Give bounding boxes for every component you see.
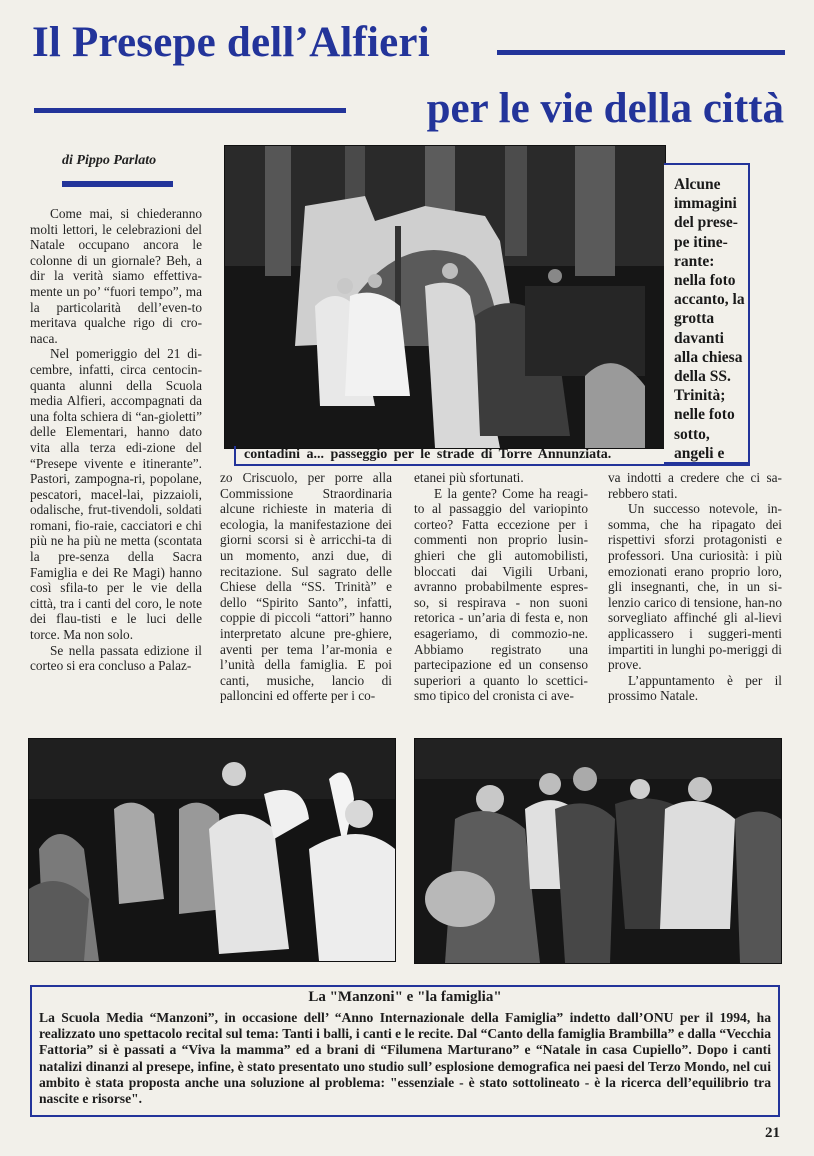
article-column-3 xyxy=(414,470,588,704)
paragraph: Come mai, si chiederanno molti lettori, le celebrazioni del Natale occupano ancora le colonne di un giornale? Beh, a dir la verità siamo effettiva-mente un po’ “fuori tempo”, ma la particolarità dell’even-to meritava qualche rigo di cro-naca. xyxy=(30,206,202,346)
paragraph: E la gente? Come ha reagi-to al passaggio del variopinto corteo? Fatta eccezione per i commenti non proprio lusin-ghieri che gli automobilisti, bloccati dai Vigili Urbani, avranno probabilmente espres-so, si respirava - non suoni retorica - un’aria di festa e, non esageriamo, di commozio-ne. Abbiamo registrato una partecipazione ed un consenso superiori a quanto lo scettici-smo tipico del cronista ci ave- xyxy=(414,485,588,704)
box-title: La "Manzoni" e "la famiglia" xyxy=(308,989,502,1005)
article-title-line-1: Il Presepe dell’Alfieri xyxy=(32,19,430,66)
paragraph: etanei più sfortunati. xyxy=(414,470,524,485)
byline-rule xyxy=(62,181,173,187)
side-photo-caption: Alcune immagini del prese-pe itine-rante: nella foto accanto, la grotta davanti alla chiesa della SS. Trinità; nelle foto sotto, angeli e xyxy=(664,163,750,464)
article-column-4 xyxy=(608,470,782,704)
title-rule-left xyxy=(34,108,346,113)
page-number: 21 xyxy=(765,1125,780,1141)
paragraph: va indotti a credere che ci sa-rebbero stati. xyxy=(608,470,782,501)
article-column-2 xyxy=(220,470,392,704)
paragraph: zo Criscuolo, per porre alla Commissione Straordinaria alcune richieste in materia di ecologia, la manifestazione dei giorni scorsi si è arricchi-ta di un momento, anzi due, di recitazione. Sul sagrato delle Chiese della “SS. Trinità” e dello “Spirito Santo”, infatti, coppie di piccoli “attori” hanno interpretato alcune pre-ghiere, aventi per tema l’ar-monia e l’unità della famiglia. E poi canti, musiche, lancio di palloncini ed offerte per i co- xyxy=(220,470,392,704)
article-title-line-2: per le vie della città xyxy=(426,85,784,132)
paragraph: Un successo notevole, in-somma, che ha ripagato dei rispettivi sforzi protagonisti e professori. Una curiosità: i più emozionati erano proprio loro, gli insegnanti, che, in un si-lenzio carico di tensione, han-no sorvegliato affinché gli al-lievi applicassero i suggeri-menti impartiti in lunghi po-meriggi di prove. xyxy=(608,501,782,673)
byline: di Pippo Parlato xyxy=(62,153,157,168)
manzoni-family-box xyxy=(30,985,780,1117)
box-text: La Scuola Media “Manzoni”, in occasione dell’ “Anno Internazionale della Famiglia” indetto dall’ONU per il 1994, ha realizzato uno spettacolo recital sul tema: Tanti i balli, i canti e le recite. Dal “Canto della famiglia Brambilla” e dalla “Vecchia Fattoria” si è passati a “Viva la mamma” ed a brani di “Filumena Marturano” e “Natale in casa Cupiello”. Dopo i canti natalizi dinanzi al presepe, infine, è stato presentato uno studio sull’ esplosione demografica nei paesi del Terzo Mondo, nel cui ambito è stata proposta anche una soluzione al problema: "essenziale - è stato sottolineato - è la ricerca dell’equilibrio tra nascite e risorse". xyxy=(39,1010,771,1107)
nativity-grotto-photo xyxy=(224,145,666,449)
paragraph: L’appuntamento è per il prossimo Natale. xyxy=(608,672,782,704)
paragraph: Se nella passata edizione il corteo si era concluso a Palaz- xyxy=(30,642,202,674)
peasants-photo xyxy=(414,738,782,964)
paragraph: Nel pomeriggio del 21 di-cembre, infatti, circa centocin-quanta alunni della Scuola media Alfieri, accompagnati da una folta schiera di “an-gioletti” delle Elementari, hanno dato vita alla terza edi-zione del “Presepe vivente e itinerante”. Pastori, zampogna-ri, popolane, pescatori, macel-lai, pizzaioli, odalische, frut-tivendoli, soldati romani, fio-raie, cacciatori e chi più ne ha più ne metta (scontata la pre-senza della Sacra Famiglia e dei Re Magi) hanno così sfila-to per le vie della città, tra i canti del coro, le note dei flau-tisti e le luci delle torce. Ma non solo. xyxy=(30,346,202,643)
title-rule-right xyxy=(497,50,785,55)
angels-photo xyxy=(28,738,396,962)
article-column-1 xyxy=(30,206,202,674)
bottom-photo-caption: contadini a... passeggio per le strade di Torre Annunziata. xyxy=(234,446,750,466)
